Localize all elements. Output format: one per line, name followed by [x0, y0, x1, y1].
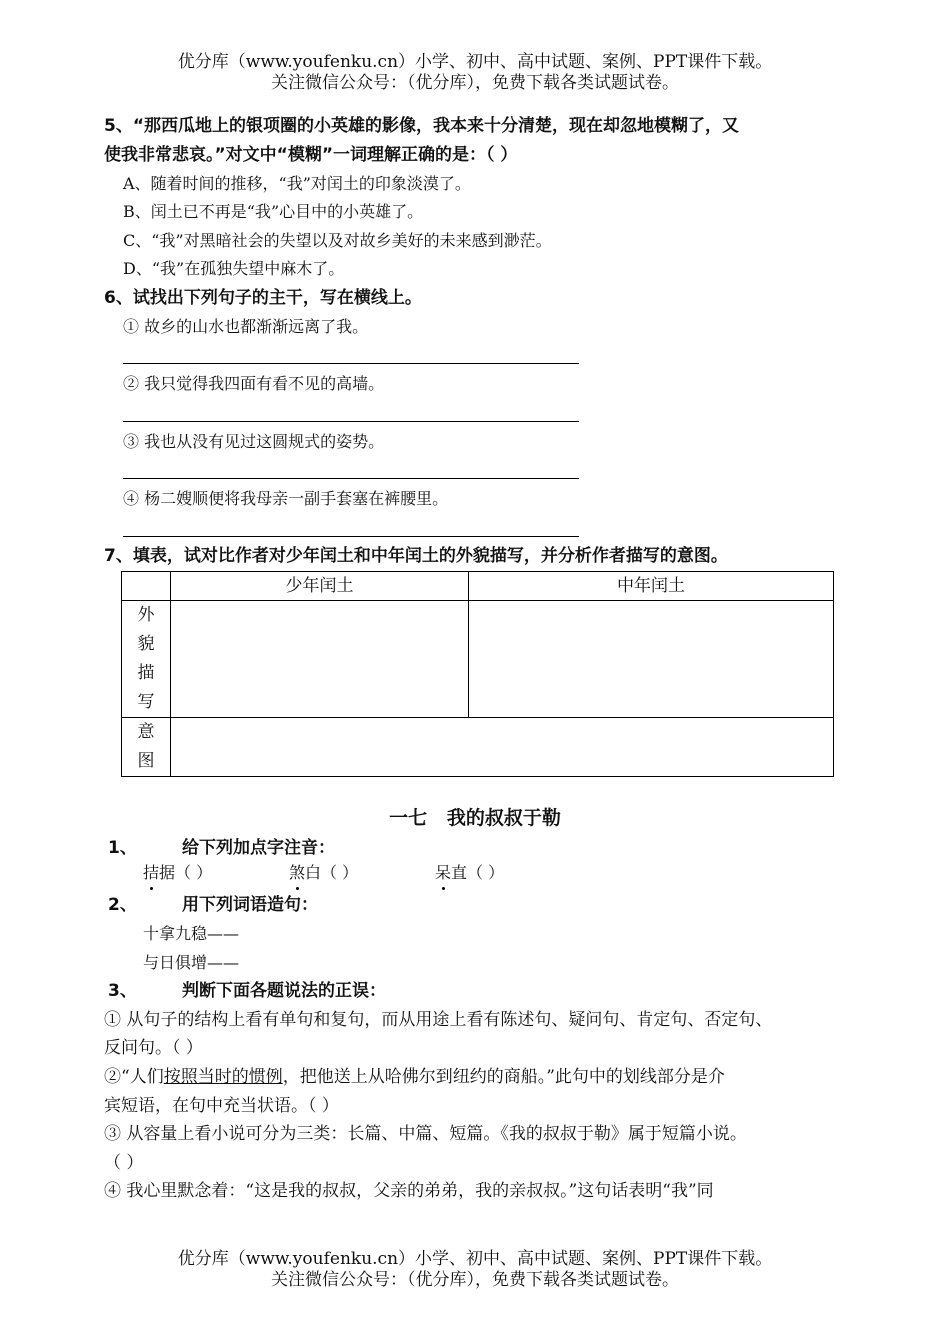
answer-line-4[interactable]	[123, 536, 579, 537]
s17-q1-item-1: 拮据（ ）	[143, 859, 212, 887]
s17-q1-item-3: 呆直（ ）	[435, 859, 504, 887]
table-header-youth: 少年闰土	[171, 572, 469, 601]
s17-q1-num: 1、	[108, 838, 137, 858]
q6-stem: 6、试找出下列句子的主干，写在横线上。	[104, 288, 422, 308]
answer-line-2[interactable]	[123, 421, 579, 422]
table-corner-cell	[122, 572, 171, 601]
footer-line-2: 关注微信公众号：（优分库），免费下载各类试题试卷。	[271, 1270, 679, 1290]
q6-item-3: ③ 我也从没有见过这圆规式的姿势。	[123, 432, 385, 451]
s17-q3-num: 3、	[108, 981, 137, 1001]
s17-q3-item-2-line1: ②“人们按照当时的惯例，把他送上从哈佛尔到纽约的商船。”此句中的划线部分是介	[104, 1067, 725, 1087]
s17-q3-item-3-line1: ③ 从容量上看小说可分为三类：长篇、中篇、短篇。《我的叔叔于勒》属于短篇小说。	[104, 1124, 747, 1144]
footer-line-1: 优分库（www.youfenku.cn）小学、初中、高中试题、案例、PPT课件下载。	[177, 1249, 773, 1269]
q6-item-4: ④ 杨二嫂顺便将我母亲一副手套塞在裤腰里。	[123, 489, 449, 508]
s17-q3-item-2-line2: 宾短语，在句中充当状语。（ ）	[104, 1096, 339, 1116]
table-row-label-intent: 意 图	[122, 718, 171, 777]
q6-item-2: ② 我只觉得我四面有看不见的高墙。	[123, 374, 385, 393]
table-header-middle-age: 中年闰土	[469, 572, 834, 601]
q5-option-d: D、“我”在孤独失望中麻木了。	[123, 259, 345, 278]
q7-stem: 7、填表，试对比作者对少年闰土和中年闰土的外貌描写，并分析作者描写的意图。	[104, 546, 728, 566]
q5-option-a: A、随着时间的推移，“我”对闰土的印象淡漠了。	[123, 174, 471, 193]
header-line-1: 优分库（www.youfenku.cn）小学、初中、高中试题、案例、PPT课件下载。	[177, 52, 773, 72]
s17-q2-item-1: 十拿九稳——	[143, 924, 240, 943]
q5-option-c: C、“我”对黑暗社会的失望以及对故乡美好的未来感到渺茫。	[123, 231, 552, 250]
s17-q1-stem: 给下列加点字注音：	[182, 838, 335, 858]
s17-q3-item-4-line1: ④ 我心里默念着：“这是我的叔叔，父亲的弟弟，我的亲叔叔。”这句话表明“我”同	[104, 1181, 714, 1201]
s17-q3-item-3-line2: （ ）	[104, 1153, 144, 1173]
s17-q2-num: 2、	[108, 895, 137, 915]
q6-item-1: ① 故乡的山水也都渐渐远离了我。	[123, 317, 369, 336]
answer-line-3[interactable]	[123, 478, 579, 479]
table-row-label-appearance: 外 貌 描 写	[122, 601, 171, 718]
table-cell-intent[interactable]	[171, 718, 834, 777]
section-title: 一七 我的叔叔于勒	[389, 807, 561, 829]
q5-stem-line2: 使我非常悲哀。”对文中“模糊”一词理解正确的是：（ ）	[104, 145, 518, 165]
s17-q2-item-2: 与日俱增——	[143, 953, 240, 972]
answer-line-1[interactable]	[123, 363, 579, 364]
q5-stem-line1: 5、“那西瓜地上的银项圈的小英雄的影像，我本来十分清楚，现在却忽地模糊了，又	[104, 116, 739, 136]
header-line-2: 关注微信公众号：（优分库），免费下载各类试题试卷。	[271, 73, 679, 93]
s17-q3-item-1-line1: ① 从句子的结构上看有单句和复句，而从用途上看有陈述句、疑问句、肯定句、否定句、	[104, 1010, 773, 1030]
s17-q2-stem: 用下列词语造句：	[182, 895, 318, 915]
s17-q3-stem: 判断下面各题说法的正误：	[182, 981, 386, 1001]
s17-q3-item-1-line2: 反问句。（ ）	[104, 1038, 203, 1058]
comparison-table	[121, 571, 834, 777]
s17-q1-item-2: 煞白（ ）	[289, 859, 358, 887]
table-cell-youth-appearance[interactable]	[171, 601, 469, 718]
q5-option-b: B、闰土已不再是“我”心目中的小英雄了。	[123, 202, 424, 221]
table-cell-middle-age-appearance[interactable]	[469, 601, 834, 718]
